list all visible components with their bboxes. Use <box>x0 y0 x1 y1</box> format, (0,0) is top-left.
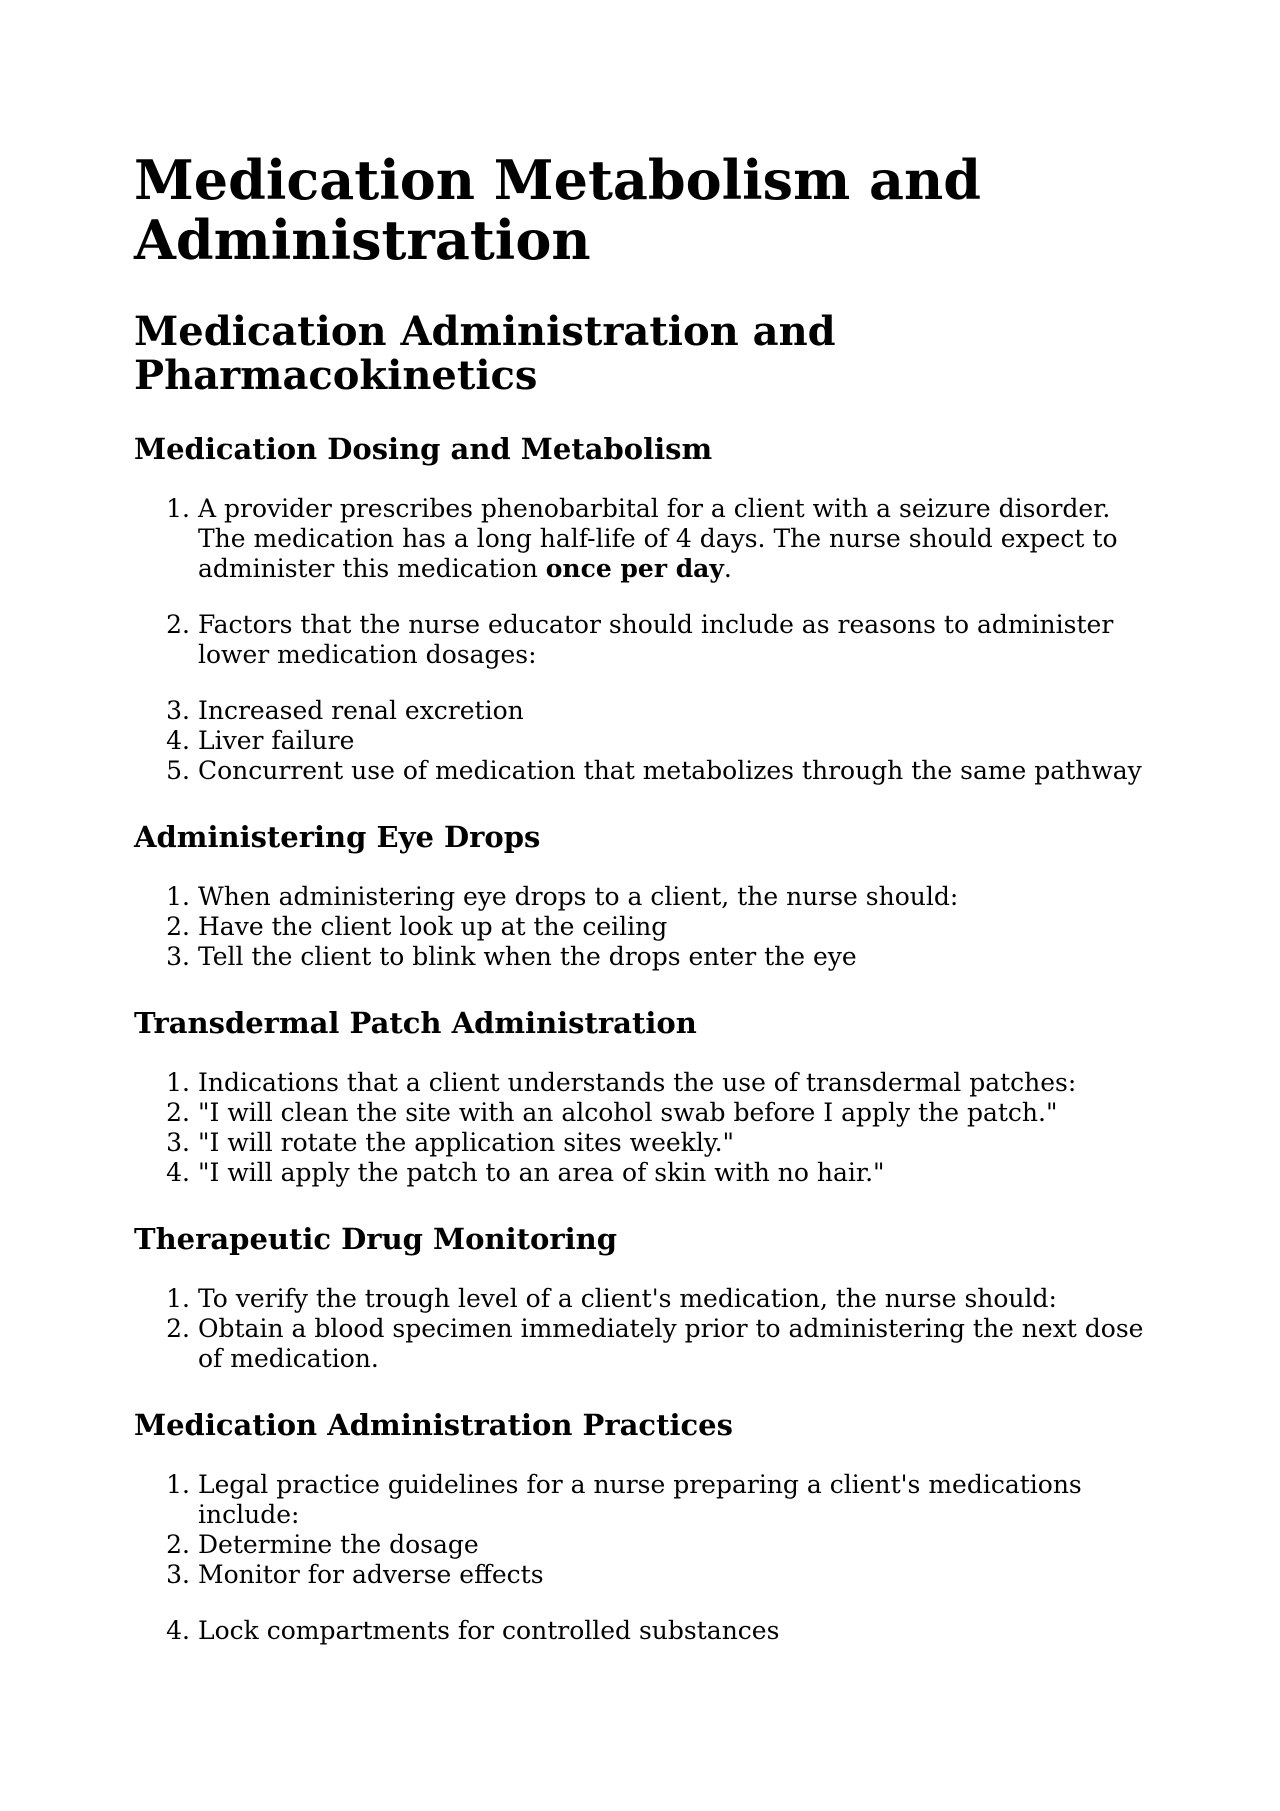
list-item-text: Obtain a blood specimen immediately prior to administering the next dose of medication. <box>198 1314 1144 1373</box>
list-number: 5. <box>166 756 190 785</box>
list-item <box>134 942 1164 972</box>
list-number: 3. <box>166 942 190 971</box>
section-heading: Administering Eye Drops <box>134 820 541 854</box>
list-item-text: Determine the dosage <box>198 1530 479 1559</box>
list-number: 3. <box>166 1560 190 1589</box>
list-number: 4. <box>166 1616 190 1645</box>
list-item-text: Concurrent use of medication that metabolizes through the same pathway <box>198 756 1142 785</box>
list-item <box>134 1530 1164 1560</box>
list-item <box>134 1616 1164 1646</box>
list-item <box>134 1560 1164 1590</box>
list-item <box>134 696 1164 726</box>
list-item-text: Have the client look up at the ceiling <box>198 912 668 941</box>
list-number: 1. <box>166 1068 190 1097</box>
list-item <box>134 726 1164 756</box>
list-item <box>134 1128 1164 1158</box>
list-item-text: Lock compartments for controlled substances <box>198 1616 780 1645</box>
list-item <box>134 1314 1164 1374</box>
emphasis-text: once per day <box>545 554 724 583</box>
list-item <box>134 1284 1164 1314</box>
list-number: 3. <box>166 696 190 725</box>
list-item-text: When administering eye drops to a client, the nurse should: <box>198 882 959 911</box>
list-item-text: A provider prescribes phenobarbital for a client with a seizure disorder. The medication has a long half-life of 4 days. The nurse should expect to administer this medication <box>198 494 1118 583</box>
section-transdermal-patch <box>134 1006 1164 1188</box>
numbered-list <box>134 1470 1164 1646</box>
list-number: 4. <box>166 1158 190 1187</box>
list-number: 2. <box>166 912 190 941</box>
list-number: 1. <box>166 1470 190 1499</box>
list-number: 1. <box>166 494 190 523</box>
list-number: 3. <box>166 1128 190 1157</box>
list-item-text: "I will apply the patch to an area of skin with no hair." <box>198 1158 885 1187</box>
list-number: 2. <box>166 1098 190 1127</box>
list-item <box>134 756 1164 786</box>
list-item-text: Indications that a client understands the use of transdermal patches: <box>198 1068 1077 1097</box>
list-item <box>134 1470 1164 1530</box>
list-item-text: "I will clean the site with an alcohol swab before I apply the patch." <box>198 1098 1058 1127</box>
list-number: 2. <box>166 1314 190 1343</box>
list-item-text: To verify the trough level of a client's medication, the nurse should: <box>198 1284 1057 1313</box>
section-drug-monitoring <box>134 1222 1164 1374</box>
list-item-text: "I will rotate the application sites weekly." <box>198 1128 735 1157</box>
list-item-text: Liver failure <box>198 726 355 755</box>
list-item-text: Tell the client to blink when the drops enter the eye <box>198 942 857 971</box>
list-item <box>134 1098 1164 1128</box>
list-number: 1. <box>166 1284 190 1313</box>
list-item-text-end: . <box>723 554 732 583</box>
list-item-text: Increased renal excretion <box>198 696 524 725</box>
list-item-text: Factors that the nurse educator should include as reasons to administer lower medication dosages: <box>198 610 1114 669</box>
numbered-list <box>134 1284 1164 1374</box>
list-item <box>134 494 1164 584</box>
numbered-list <box>134 1068 1164 1188</box>
document-content <box>134 150 1164 1646</box>
list-item-text: Monitor for adverse effects <box>198 1560 544 1589</box>
list-number: 1. <box>166 882 190 911</box>
list-number: 2. <box>166 1530 190 1559</box>
section-heading: Therapeutic Drug Monitoring <box>134 1222 617 1256</box>
section-administration-practices <box>134 1408 1164 1646</box>
document-title: Medication Metabolism and Administration <box>134 148 982 272</box>
list-number: 2. <box>166 610 190 639</box>
list-item <box>134 1068 1164 1098</box>
section-dosing-metabolism <box>134 432 1164 786</box>
document-subtitle: Medication Administration and Pharmacokinetics <box>134 308 836 399</box>
section-heading: Medication Dosing and Metabolism <box>134 432 713 466</box>
section-eye-drops <box>134 820 1164 972</box>
numbered-list <box>134 882 1164 972</box>
section-heading: Transdermal Patch Administration <box>134 1006 697 1040</box>
list-number: 4. <box>166 726 190 755</box>
list-item <box>134 1158 1164 1188</box>
list-item <box>134 882 1164 912</box>
list-item <box>134 610 1164 670</box>
list-item <box>134 912 1164 942</box>
list-item-text: Legal practice guidelines for a nurse preparing a client's medications include: <box>198 1470 1082 1529</box>
numbered-list <box>134 494 1164 786</box>
section-heading: Medication Administration Practices <box>134 1408 733 1442</box>
